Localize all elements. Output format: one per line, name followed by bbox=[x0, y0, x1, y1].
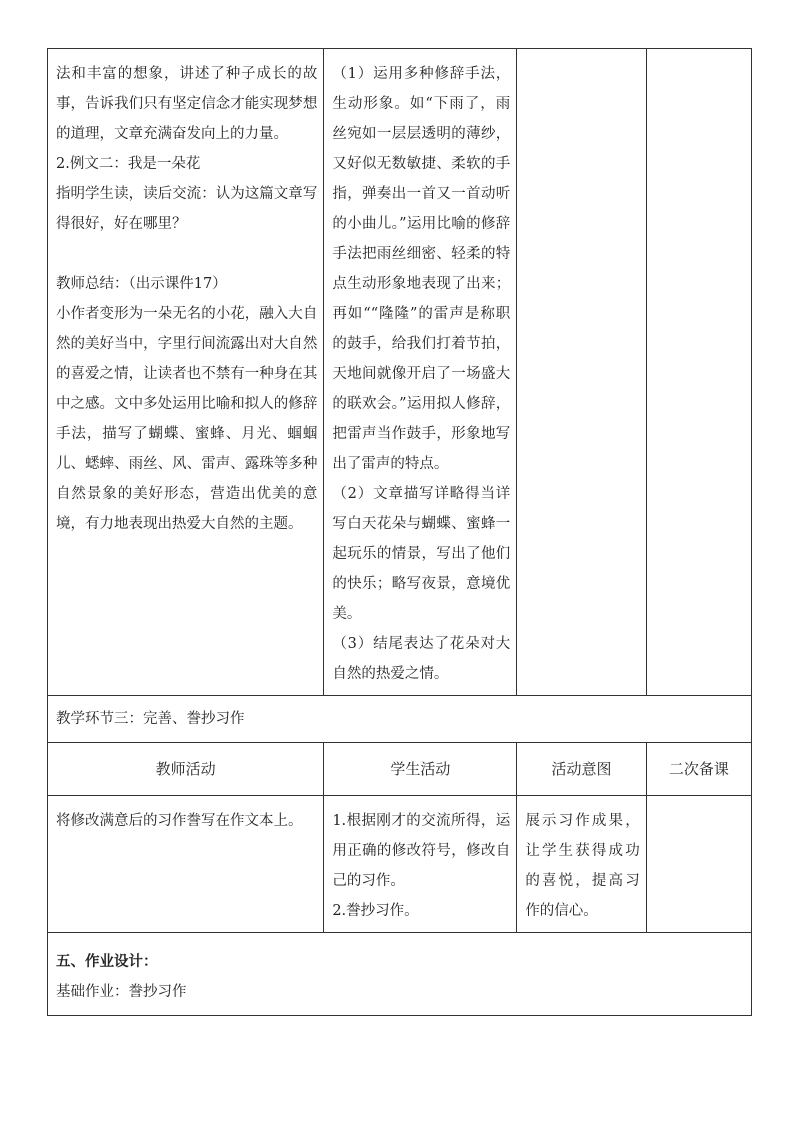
student-activity-cell bbox=[324, 49, 517, 696]
teacher-activity-cell bbox=[48, 49, 324, 696]
copy-teacher-text: 将修改满意后的习作誊写在作文本上。 bbox=[56, 813, 303, 829]
example-row bbox=[48, 49, 752, 696]
student-para-3: （3）结尾表达了花朵对大自然的热爱之情。 bbox=[332, 636, 511, 682]
copy-student-cell bbox=[324, 796, 517, 933]
copy-teacher-cell bbox=[48, 796, 324, 933]
prep-cell-empty bbox=[646, 49, 751, 696]
teacher-para-3: 指明学生读，读后交流：认为这篇文章写得很好，好在哪里？ bbox=[56, 186, 318, 232]
teacher-para-4: 教师总结：（出示课件17） bbox=[56, 276, 227, 292]
header-student: 学生活动 bbox=[324, 743, 517, 796]
homework-title: 五、作业设计： bbox=[56, 954, 158, 970]
copy-prep-cell-empty bbox=[646, 796, 751, 933]
homework-row bbox=[48, 933, 752, 1016]
header-prep: 二次备课 bbox=[646, 743, 751, 796]
student-para-2: （2）文章描写详略得当详写白天花朵与蝴蝶、蜜蜂一起玩乐的情景，写出了他们的快乐；略写夜景，意境优美。 bbox=[332, 486, 511, 622]
copy-row bbox=[48, 796, 752, 933]
homework-cell bbox=[48, 933, 752, 1016]
section-row bbox=[48, 696, 752, 743]
lesson-plan-table bbox=[47, 48, 752, 1016]
student-para-1: （1）运用多种修辞手法，生动形象。如“下雨了，雨丝宛如一层层透明的薄纱，又好似无数敏捷、柔软的手指，弹奏出一首又一首动听的小曲儿。”运用比喻的修辞手法把雨丝细密、轻柔的特点生动形象地表现了出来；再如““隆隆”的雷声是称职的鼓手，给我们打着节拍，天地间就像开启了一场盛大的联欢会。”运用拟人修辞，把雷声当作鼓手，形象地写出了雷声的特点。 bbox=[332, 66, 511, 472]
homework-basic: 基础作业：誊抄习作 bbox=[56, 984, 187, 1000]
copy-student-para-1: 1.根据刚才的交流所得，运用正确的修改符号，修改自己的习作。 bbox=[332, 813, 511, 889]
header-teacher: 教师活动 bbox=[48, 743, 324, 796]
header-row bbox=[48, 743, 752, 796]
teacher-para-5: 小作者变形为一朵无名的小花，融入大自然的美好当中，字里行间流露出对大自然的喜爱之情，让读者也不禁有一种身在其中之感。文中多处运用比喻和拟人的修辞手法，描写了蝴蝶、蜜蜂、月光、蝈蝈儿、蟋蟀、雨丝、风、雷声、露珠等多种自然景象的美好形态，营造出优美的意境，有力地表现出热爱大自然的主题。 bbox=[56, 306, 318, 532]
intent-cell-empty bbox=[517, 49, 646, 696]
teacher-para-2: 2.例文二：我是一朵花 bbox=[56, 156, 201, 172]
section-title: 教学环节三：完善、誊抄习作 bbox=[48, 696, 752, 743]
copy-student-para-2: 2.誊抄习作。 bbox=[332, 903, 419, 919]
copy-intent-text: 展示习作成果，让学生获得成功的喜悦，提高习作的信心。 bbox=[525, 813, 640, 919]
teacher-para-1: 法和丰富的想象，讲述了种子成长的故事，告诉我们只有坚定信念才能实现梦想的道理，文章充满奋发向上的力量。 bbox=[56, 66, 318, 142]
header-intent: 活动意图 bbox=[517, 743, 646, 796]
copy-intent-cell bbox=[517, 796, 646, 933]
lesson-plan-page bbox=[47, 48, 752, 1016]
blank-line bbox=[56, 239, 317, 269]
